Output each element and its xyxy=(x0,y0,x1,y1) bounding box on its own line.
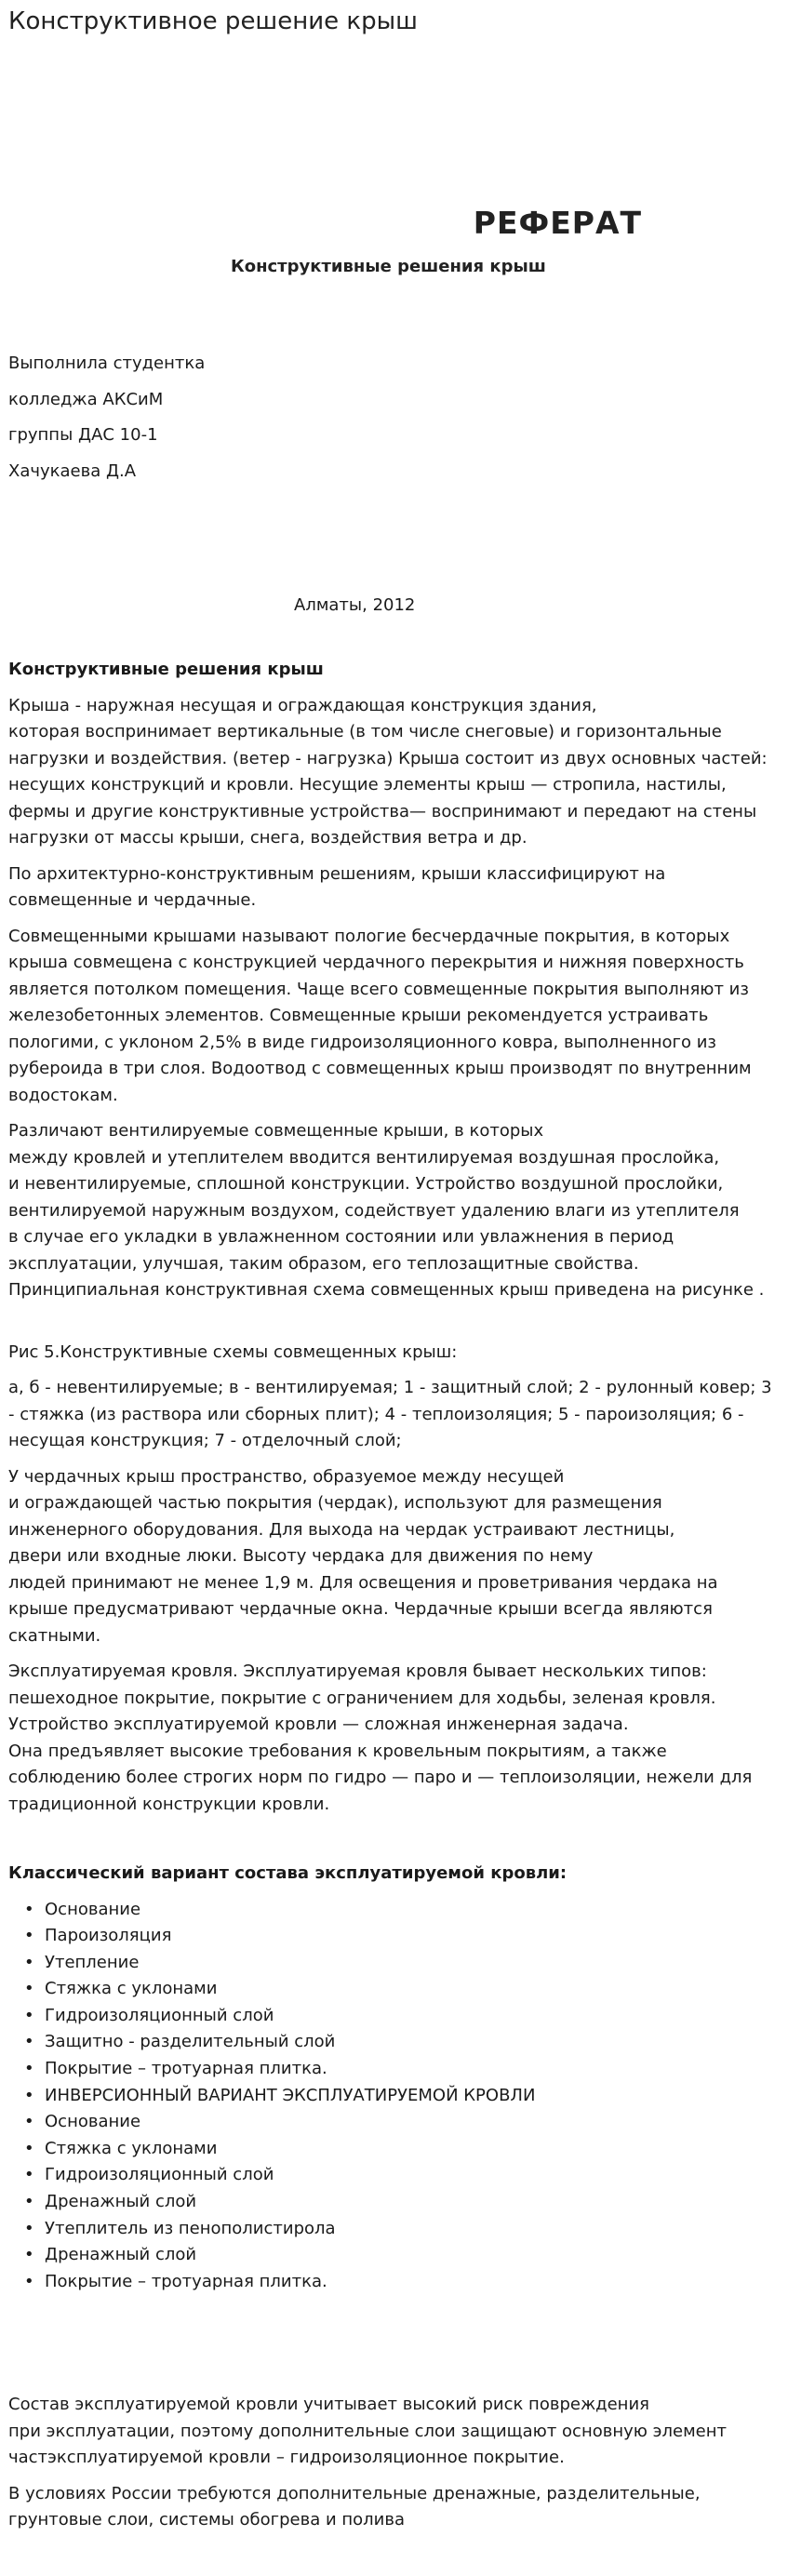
bullet-icon: • xyxy=(24,2059,34,2079)
paragraph: В условиях России требуются дополнительные дренажные, разделительные, грунтовые слои, системы обогрева и полива xyxy=(8,2483,701,2530)
list-item xyxy=(24,1976,781,2003)
referat-subtitle: Конструктивные решения крыш xyxy=(231,257,546,276)
bullet-icon: • xyxy=(24,1979,34,1999)
list-item xyxy=(24,2162,781,2189)
author-line: Хачукаева Д.А xyxy=(8,460,137,481)
bullet-icon: • xyxy=(24,2005,34,2025)
list-item-text: Основание xyxy=(45,1899,141,1919)
document-body xyxy=(8,657,781,2543)
paragraph: Крыша - наружная несущая и ограждающая конструкция здания, которая воспринимает вертикальные (в том числе снеговые) и горизонтальные нагрузки и воздействия. (ветер - нагрузка) Крыша состоит из двух основных частей: несущих конструкций и кровли. Несущие элементы крыш — стропила, настилы, фермы и другие конструктивные устройства— воспринимают и передают на стены нагрузки от массы крыши, снега, воздействия ветра и др. xyxy=(8,695,768,848)
list-item xyxy=(24,1923,781,1950)
paragraph: Эксплуатируемая кровля. Эксплуатируемая кровля бывает нескольких типов: пешеходное покрытие, покрытие с ограничением для ходьбы, зеленая кровля. Устройство эксплуатируемой кровли — сложная инженерная задача. Она предъявляет высокие требования к кровельным покрытиям, а также соблюдению более строгих норм по гидро — паро и — теплоизоляции, нежели для традиционной конструкции кровли. xyxy=(8,1662,753,1814)
figure-legend: а, б - невентилируемые; в - вентилируемая; 1 - защитный слой; 2 - рулонный ковер; 3 - стяжка (из раствора или сборных плит); 4 - теплоизоляция; 5 - пароизоляция; 6 - несущая конструкция; 7 - отделочный слой; xyxy=(8,1378,772,1450)
bullet-icon: • xyxy=(24,1899,34,1919)
list-item-text: Утепление xyxy=(45,1952,140,1972)
list-item-text: Защитно - разделительный слой xyxy=(45,2032,336,2052)
paragraph: Состав эксплуатируемой кровли учитывает высокий риск повреждения при эксплуатации, поэтому дополнительные слои защищают основную элемент частэксплуатируемой кровли – гидроизоляционное покрытие. xyxy=(8,2395,727,2468)
list-item xyxy=(24,1950,781,1977)
document-title: Конструктивное решение крыш xyxy=(8,7,418,35)
bullet-icon: • xyxy=(24,2192,34,2212)
list-heading: Классический вариант состава эксплуатируемой кровли: xyxy=(8,1863,568,1883)
list-item xyxy=(24,2269,781,2296)
city-year: Алматы, 2012 xyxy=(294,595,416,615)
list-item xyxy=(24,2056,781,2083)
list-item-text: Основание xyxy=(45,2112,141,2132)
bullet-icon: • xyxy=(24,2112,34,2132)
bullet-icon: • xyxy=(24,2138,34,2158)
list-item xyxy=(24,2136,781,2163)
bullet-icon: • xyxy=(24,2218,34,2238)
list-item xyxy=(24,2242,781,2269)
list-item-text: Гидроизоляционный слой xyxy=(45,2165,274,2185)
paragraph: У чердачных крыш пространство, образуемое между несущей и ограждающей частью покрытия (чердак), используют для размещения инженерного оборудования. Для выхода на чердак устраивают лестницы, двери или входные люки. Высоту чердака для движения по нему людей принимают не менее 1,9 м. Для освещения и проветривания чердака на крыше предусматривают чердачные окна. Чердачные крыши всегда являются скатными. xyxy=(8,1466,718,1646)
section-heading: Конструктивные решения крыш xyxy=(8,660,324,679)
list-item-text: Пароизоляция xyxy=(45,1926,172,1946)
bullet-icon: • xyxy=(24,1926,34,1946)
author-line: группы ДАС 10-1 xyxy=(8,425,158,445)
list-item xyxy=(24,2216,781,2243)
figure-caption: Рис 5.Конструктивные схемы совмещенных крыш: xyxy=(8,1341,458,1362)
bullet-icon: • xyxy=(24,2271,34,2291)
roof-layers-list xyxy=(8,1897,781,2296)
list-item-text: Дренажный слой xyxy=(45,2245,197,2265)
author-line: Выполнила студентка xyxy=(8,354,206,373)
list-item xyxy=(24,2189,781,2216)
list-item-text: Стяжка с уклонами xyxy=(45,2138,218,2158)
bullet-icon: • xyxy=(24,2165,34,2185)
list-item-text: Гидроизоляционный слой xyxy=(45,2005,274,2025)
referat-title: РЕФЕРАТ xyxy=(473,205,642,241)
list-item xyxy=(24,1897,781,1924)
list-item xyxy=(24,2029,781,2056)
bullet-icon: • xyxy=(24,1952,34,1972)
list-item-text: Покрытие – тротуарная плитка. xyxy=(45,2059,327,2079)
author-block xyxy=(8,346,205,489)
list-item xyxy=(24,2083,781,2110)
list-item-text: Покрытие – тротуарная плитка. xyxy=(45,2271,327,2291)
paragraph: По архитектурно-конструктивным решениям, крыши классифицируют на совмещенные и чердачные. xyxy=(8,863,666,910)
list-item xyxy=(24,2109,781,2136)
list-item xyxy=(24,2003,781,2030)
list-item-text: Утеплитель из пенополистирола xyxy=(45,2218,336,2238)
paragraph: Совмещенными крышами называют пологие бесчердачные покрытия, в которых крыша совмещена с конструкцией чердачного перекрытия и нижняя поверхность является потолком помещения. Чаще всего совмещенные покрытия выполняют из железобетонных элементов. Совмещенные крыши рекомендуется устраивать пологими, с уклоном 2,5% в виде гидроизоляционного ковра, выполненного из рубероида в три слоя. Водоотвод с совмещенных крыш производят по внутренним водостокам. xyxy=(8,926,752,1105)
bullet-icon: • xyxy=(24,2085,34,2105)
list-item-text: Дренажный слой xyxy=(45,2192,197,2212)
list-item-text: ИНВЕРСИОННЫЙ ВАРИАНТ ЭКСПЛУАТИРУЕМОЙ КРОВЛИ xyxy=(45,2085,536,2105)
paragraph: Различают вентилируемые совмещенные крыши, в которых между кровлей и утеплителем вводится вентилируемая воздушная прослойка, и невентилируемые, сплошной конструкции. Устройство воздушной прослойки, вентилируемой наружным воздухом, содействует удалению влаги из утеплителя в случае его укладки в увлажненном состоянии или увлажнения в период эксплуатации, улучшая, таким образом, его теплозащитные свойства. Принципиальная конструктивная схема совмещенных крыш приведена на рисунке . xyxy=(8,1121,765,1300)
bullet-icon: • xyxy=(24,2245,34,2265)
bullet-icon: • xyxy=(24,2032,34,2052)
list-item-text: Стяжка с уклонами xyxy=(45,1979,218,1999)
author-line: колледжа АКСиМ xyxy=(8,389,164,409)
